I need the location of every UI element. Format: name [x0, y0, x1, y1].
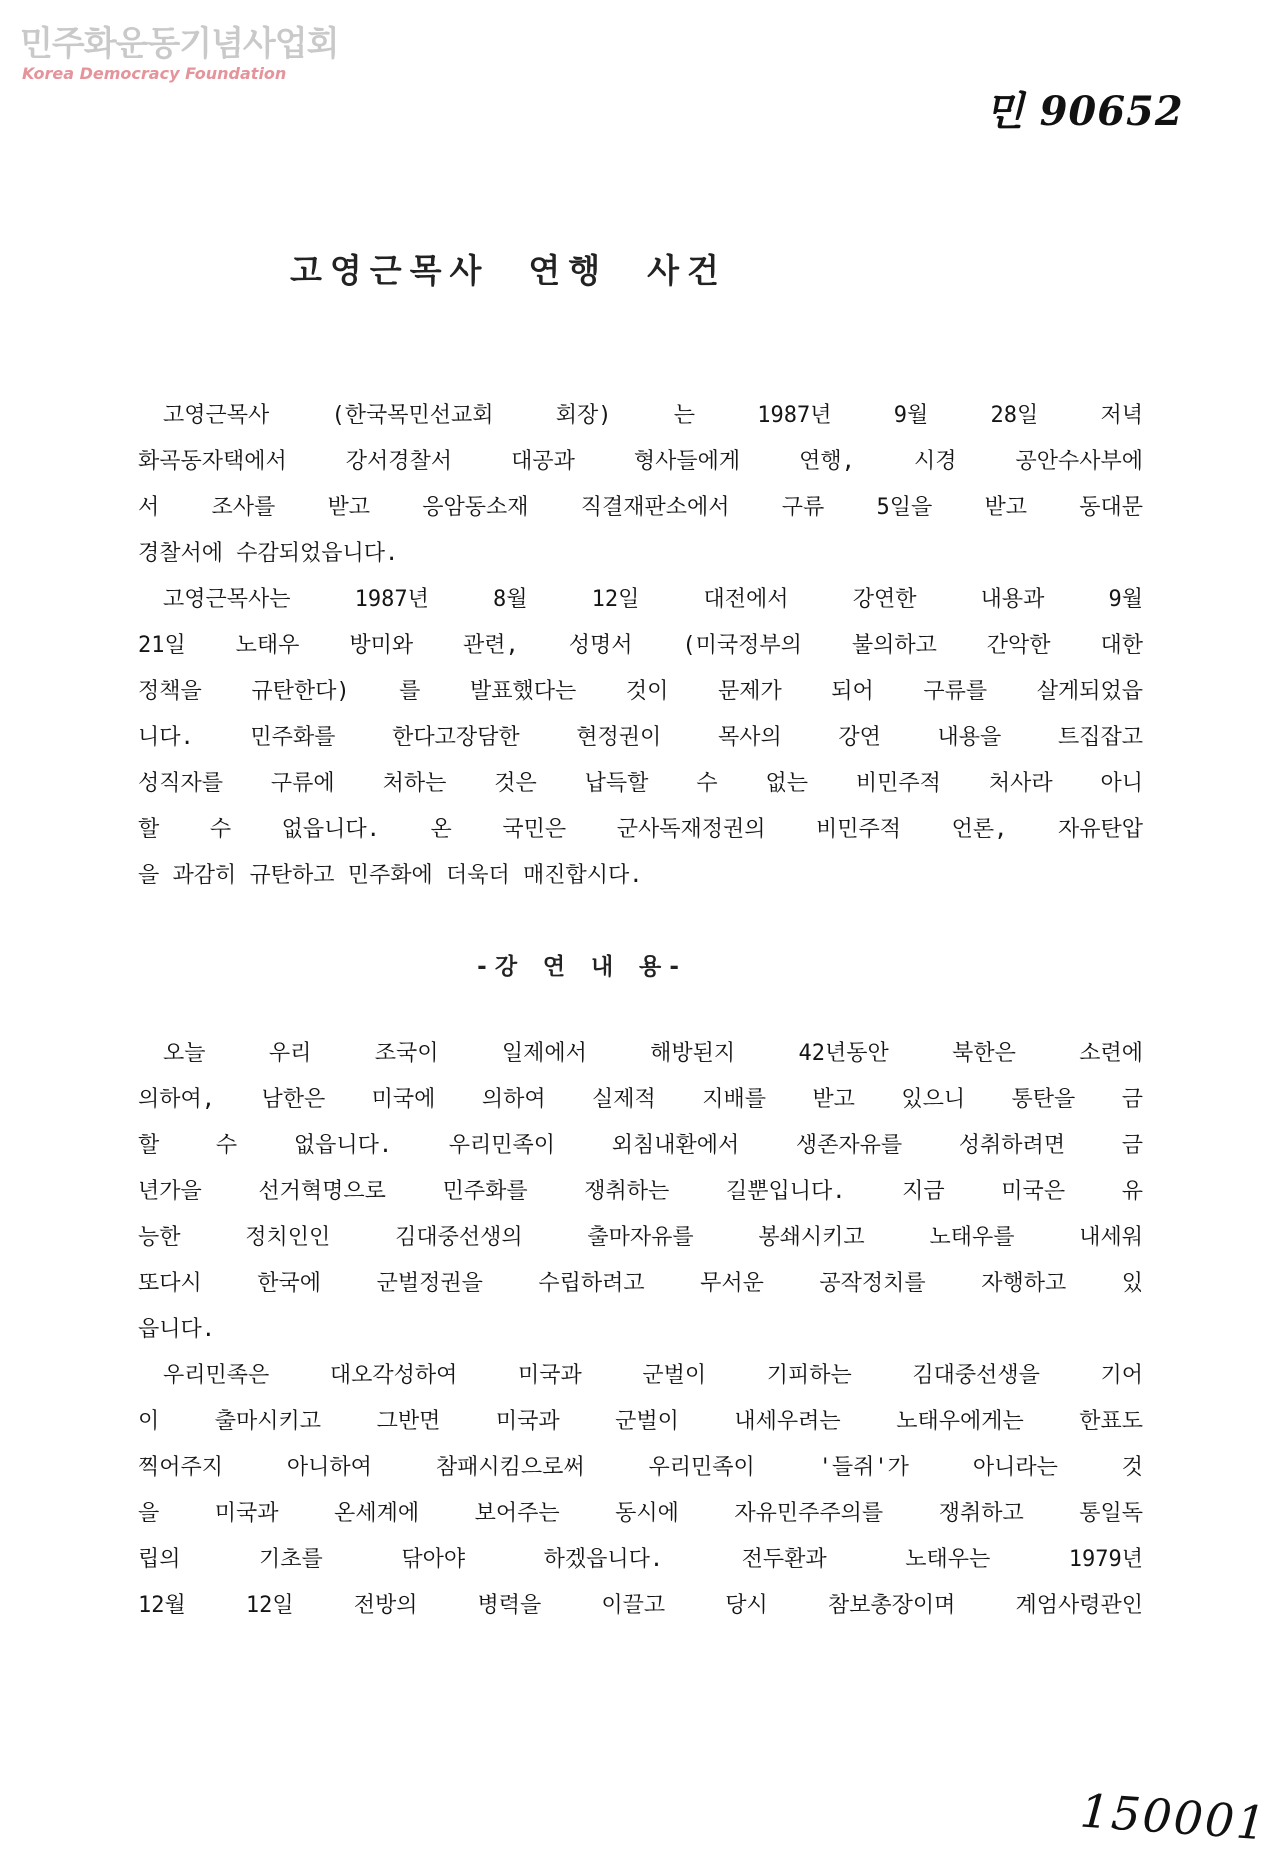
paragraph-3-line-2: 의하여, 남한은 미국에 의하여 실제적 지배를 받고 있으니 통탄을 금: [138, 1087, 1143, 1112]
paragraph-4-line-6: 12월 12일 전방의 병력을 이끌고 당시 참보총장이며 계엄사령관인: [138, 1593, 1143, 1618]
paragraph-3-line-1: 오늘 우리 조국이 일제에서 해방된지 42년동안 북한은 소련에: [163, 1041, 1143, 1066]
paragraph-4-line-3: 찍어주지 아니하여 참패시킴으로써 우리민족이 '들쥐'가 아니라는 것: [138, 1455, 1143, 1480]
paragraph-3-line-3: 할 수 없읍니다. 우리민족이 외침내환에서 생존자유를 성취하려면 금: [138, 1133, 1143, 1158]
document-title: 고영근목사 연행 사건: [290, 251, 727, 290]
paragraph-2-line-3: 정책을 규탄한다) 를 발표했다는 것이 문제가 되어 구류를 살게되었읍: [138, 679, 1143, 704]
document-number: 민 90652: [985, 88, 1184, 135]
paragraph-4-line-4: 을 미국과 온세계에 보어주는 동시에 자유민주주의를 쟁취하고 통일독: [138, 1501, 1143, 1526]
watermark-english: Korea Democracy Foundation: [22, 64, 287, 83]
paragraph-2-line-5: 성직자를 구류에 처하는 것은 납득할 수 없는 비민주적 처사라 아니: [138, 771, 1143, 796]
paragraph-3-line-4: 년가을 선거혁명으로 민주화를 쟁취하는 길뿐입니다. 지금 미국은 유: [138, 1179, 1143, 1204]
paragraph-2-line-4: 니다. 민주화를 한다고장담한 현정권이 목사의 강연 내용을 트집잡고: [138, 725, 1143, 750]
paragraph-2-line-7: 을 과감히 규탄하고 민주화에 더욱더 매진합시다.: [138, 863, 643, 888]
watermark-korean: 민주화운동기념사업회: [20, 24, 339, 64]
paragraph-2-line-2: 21일 노태우 방미와 관련, 성명서 (미국정부의 불의하고 간악한 대한: [138, 633, 1143, 658]
paragraph-4-line-5: 립의 기초를 닦아야 하겠읍니다. 전두환과 노태우는 1979년: [138, 1547, 1143, 1572]
paragraph-2-line-1: 고영근목사는 1987년 8월 12일 대전에서 강연한 내용과 9월: [163, 587, 1143, 612]
paragraph-3-line-7: 읍니다.: [138, 1317, 216, 1342]
paragraph-3-line-6: 또다시 한국에 군벌정권을 수립하려고 무서운 공작정치를 자행하고 있: [138, 1271, 1143, 1296]
paragraph-3-line-5: 능한 정치인인 김대중선생의 출마자유를 봉쇄시키고 노태우를 내세워: [138, 1225, 1143, 1250]
paragraph-4-line-2: 이 출마시키고 그반면 미국과 군벌이 내세우려는 노태우에게는 한표도: [138, 1409, 1143, 1434]
section-subheading: -강 연 내 용-: [475, 954, 688, 980]
paragraph-1-line-2: 화곡동자택에서 강서경찰서 대공과 형사들에게 연행, 시경 공안수사부에: [138, 449, 1143, 474]
paragraph-1-line-1: 고영근목사 (한국목민선교회 회장) 는 1987년 9월 28일 저녁: [163, 403, 1143, 428]
paragraph-1-line-3: 서 조사를 받고 응암동소재 직결재판소에서 구류 5일을 받고 동대문: [138, 495, 1143, 520]
handwritten-page-number: 150001: [1078, 1783, 1270, 1851]
paragraph-1-line-4: 경찰서에 수감되었읍니다.: [138, 541, 399, 566]
paragraph-2-line-6: 할 수 없읍니다. 온 국민은 군사독재정권의 비민주적 언론, 자유탄압: [138, 817, 1143, 842]
paragraph-4-line-1: 우리민족은 대오각성하여 미국과 군벌이 기피하는 김대중선생을 기어: [163, 1363, 1143, 1388]
